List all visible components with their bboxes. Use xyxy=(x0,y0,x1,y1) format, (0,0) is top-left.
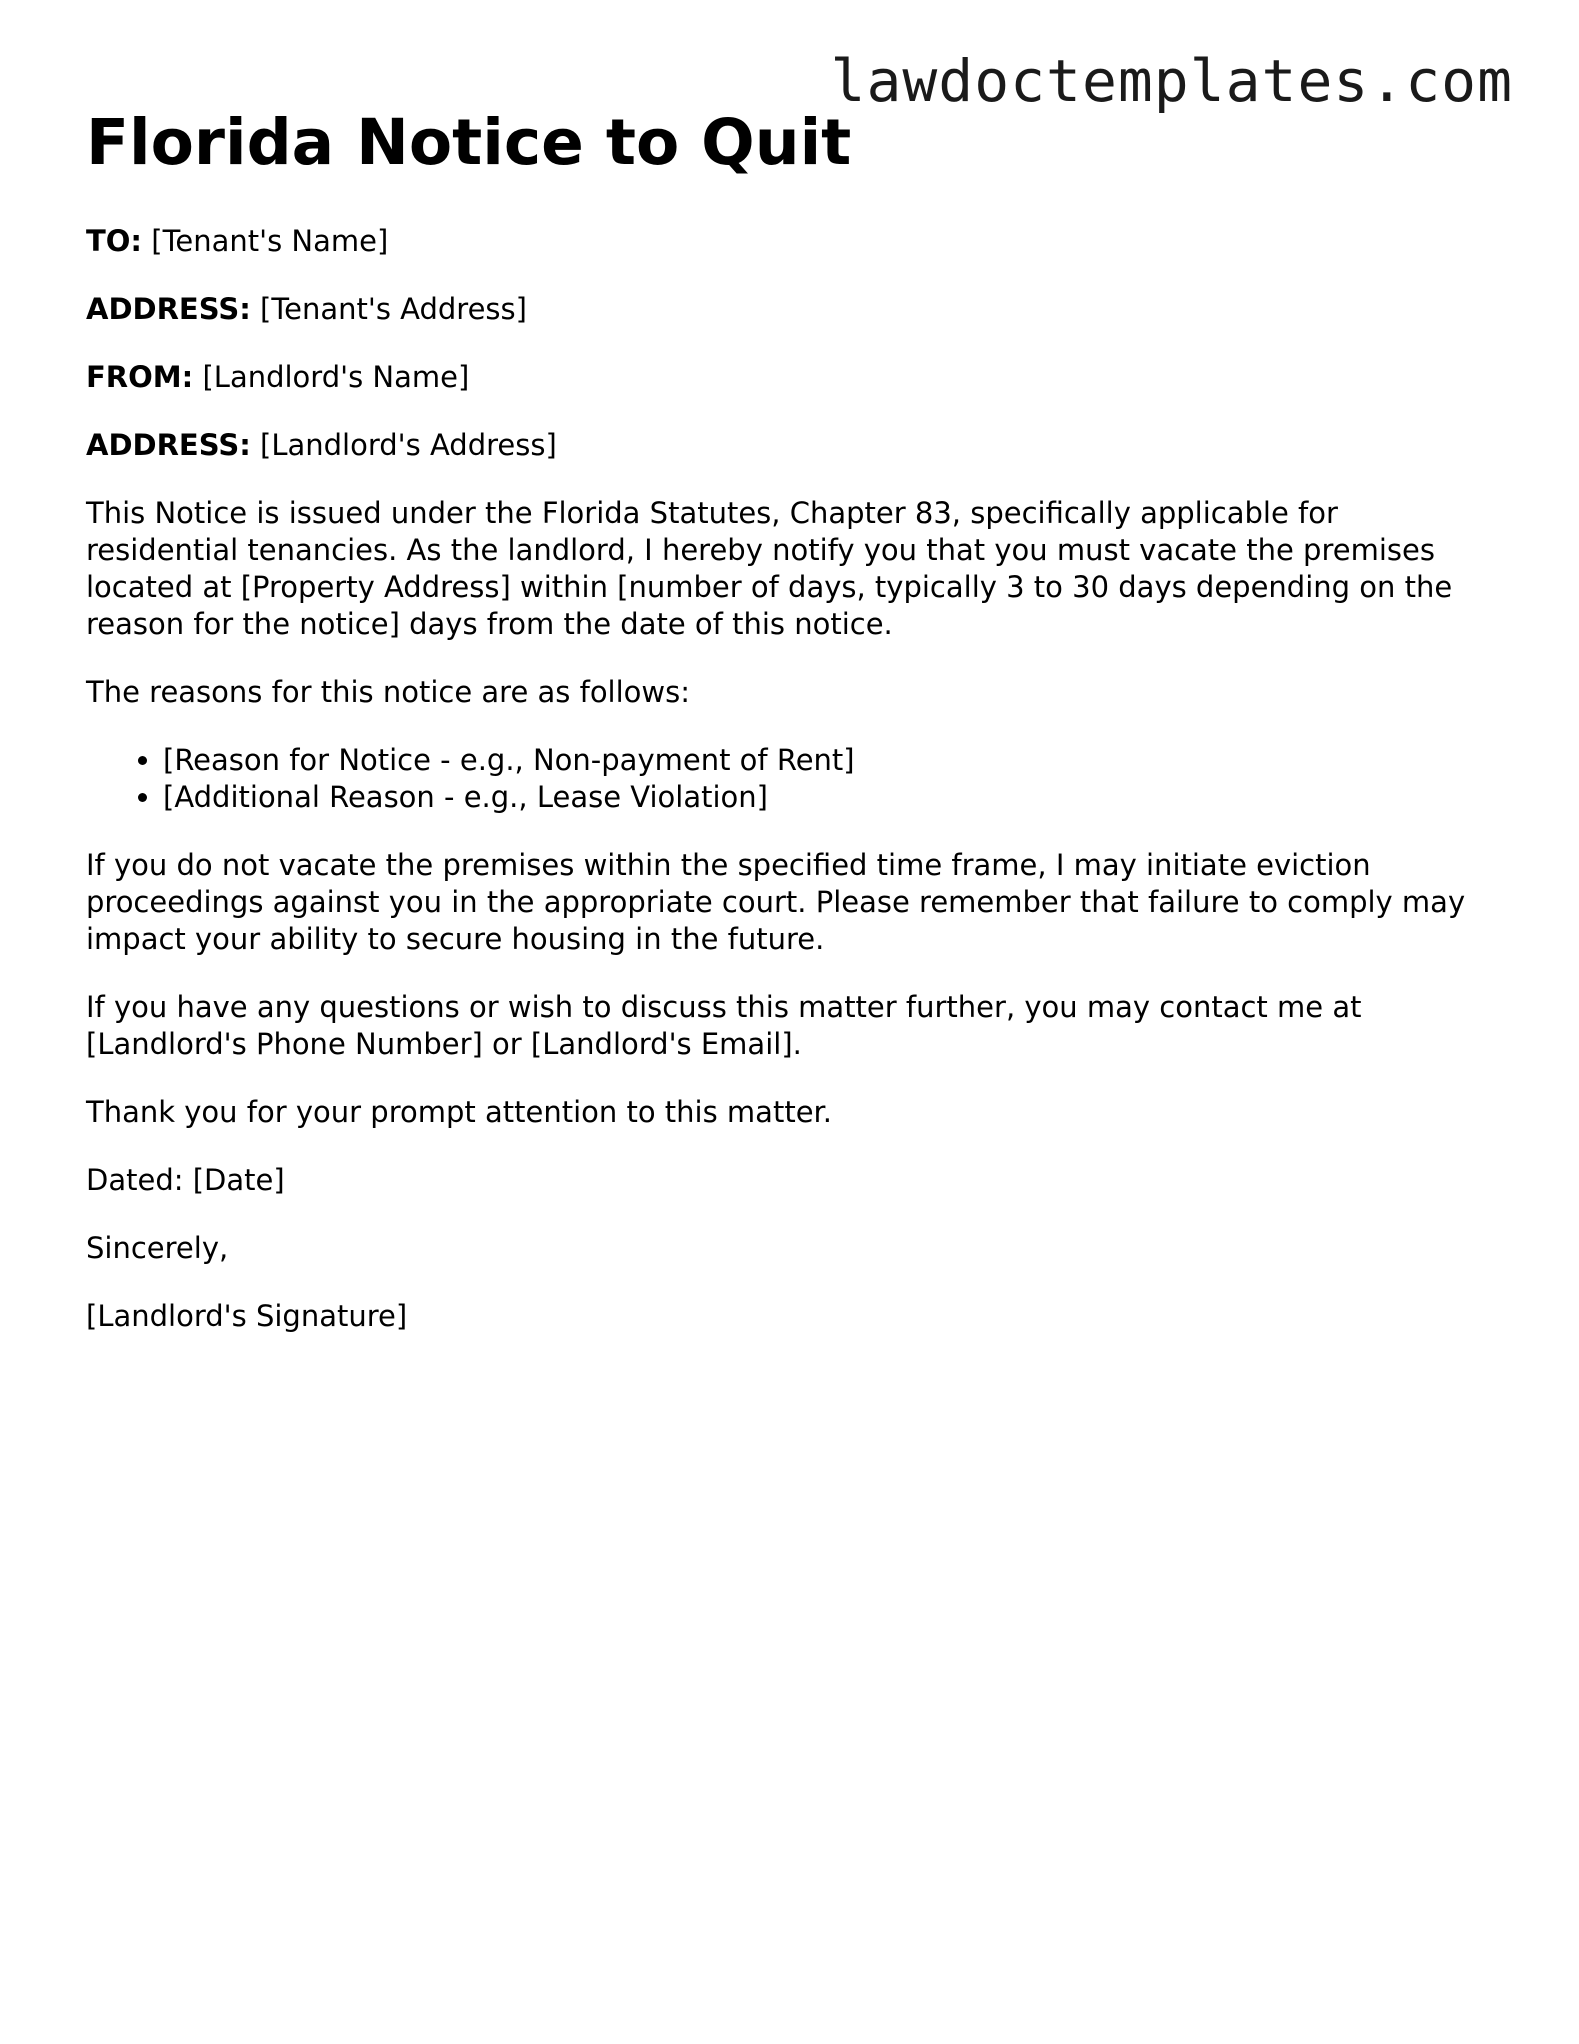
site-watermark: lawdoctemplates.com xyxy=(830,47,1513,115)
intro-paragraph: This Notice is issued under the Florida Statutes, Chapter 83, specifically applicable for residential tenancies. As the landlord, I hereby notify you that you must vacate the premises located at [Property Address] within [number of days, typically 3 to 30 days depending on the reason for the notice] days from the date of this notice. xyxy=(86,496,1453,642)
document-page xyxy=(86,108,1496,1366)
signature-line: [Landlord's Signature] xyxy=(86,1299,408,1334)
reasons-list xyxy=(86,742,1496,816)
field-landlord-name xyxy=(86,359,1496,396)
dated-line: Dated: [Date] xyxy=(86,1163,285,1198)
field-label: ADDRESS: xyxy=(86,428,251,463)
field-label: FROM: xyxy=(86,360,194,395)
reasons-intro: The reasons for this notice are as follows: xyxy=(86,675,691,710)
field-tenant-address xyxy=(86,291,1496,328)
closing-line: Sincerely, xyxy=(86,1231,229,1266)
field-value: [Tenant's Address] xyxy=(260,292,527,327)
field-tenant-name xyxy=(86,223,1496,260)
field-label: ADDRESS: xyxy=(86,292,251,327)
field-landlord-address xyxy=(86,427,1496,464)
document-title: Florida Notice to Quit xyxy=(86,106,852,179)
field-value: [Landlord's Address] xyxy=(260,428,557,463)
field-value: [Landlord's Name] xyxy=(202,360,470,395)
field-label: TO: xyxy=(86,224,143,259)
list-item: • [Additional Reason - e.g., Lease Violation] xyxy=(163,779,1496,816)
contact-paragraph: If you have any questions or wish to discuss this matter further, you may contact me at [Landlord's Phone Number] or [Landlord's Email]. xyxy=(86,990,1362,1062)
field-value: [Tenant's Name] xyxy=(151,224,389,259)
list-item: • [Reason for Notice - e.g., Non-payment of Rent] xyxy=(163,742,1496,779)
thanks-line: Thank you for your prompt attention to this matter. xyxy=(86,1095,833,1130)
consequence-paragraph: If you do not vacate the premises within the specified time frame, I may initiate eviction proceedings against you in the appropriate court. Please remember that failure to comply may impact your ability to secure housing in the future. xyxy=(86,848,1466,957)
